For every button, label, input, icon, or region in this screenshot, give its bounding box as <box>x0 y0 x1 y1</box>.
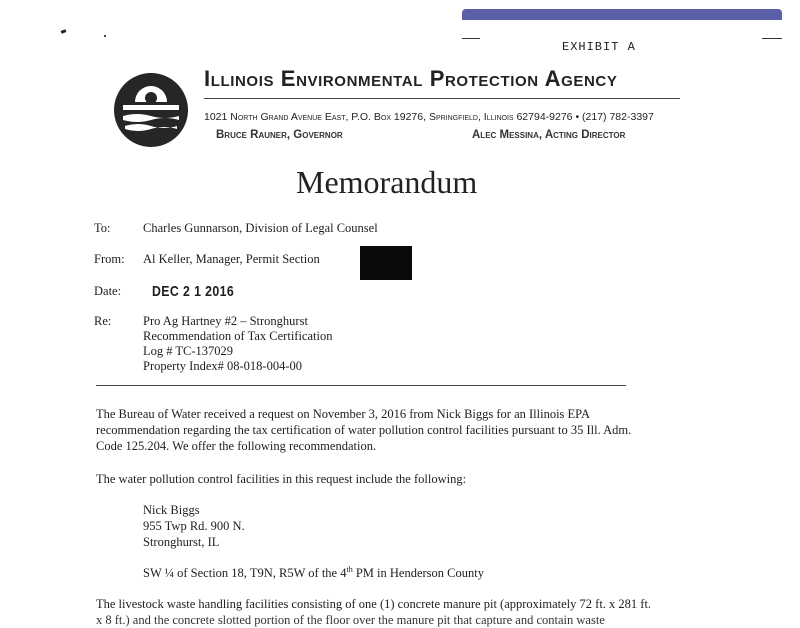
intro-paragraph <box>96 406 716 454</box>
header-rule <box>204 98 680 99</box>
date-label: Date: <box>94 284 122 298</box>
section-divider <box>96 385 626 386</box>
from-label: From: <box>94 252 125 266</box>
applicant-line: 955 Twp Rd. 900 N. <box>143 519 245 533</box>
paragraph-line: The Bureau of Water received a request on November 3, 2016 from Nick Biggs for an Illinois EPA <box>96 407 591 421</box>
re-line: Pro Ag Hartney #2 – Stronghurst <box>143 314 308 328</box>
re-subject <box>143 314 332 374</box>
scan-artifact-bar <box>462 9 782 20</box>
paragraph-line: recommendation regarding the tax certification of water pollution control facilities pursuant to 35 Ill. Adm. <box>96 423 632 437</box>
scan-artifact-mark <box>104 35 106 37</box>
director-name: Alec Messina, Acting Director <box>472 129 626 141</box>
re-label: Re: <box>94 314 112 328</box>
facilities-intro: The water pollution control facilities in this request include the following: <box>96 472 467 486</box>
facility-description: The livestock waste handling facilities consisting of one (1) concrete manure pit (approximately 72 ft. x 281 ft. <box>96 597 652 611</box>
applicant-line: Stronghurst, IL <box>143 535 220 549</box>
redacted-signature <box>360 246 412 280</box>
paragraph-line: Code 125.204. We offer the following recommendation. <box>96 439 377 453</box>
legal-location: SW ¼ of Section 18, T9N, R5W of the 4th PM in Henderson County <box>143 564 484 580</box>
applicant-line: Nick Biggs <box>143 503 200 517</box>
to-label: To: <box>94 221 111 235</box>
scan-artifact-line <box>762 38 782 39</box>
date-stamp: DEC 2 1 2016 <box>152 283 235 300</box>
governor-name: Bruce Rauner, Governor <box>216 129 343 141</box>
facility-description-cut: x 8 ft.) and the concrete slotted portion of the floor over the manure pit that capture and contain waste <box>96 613 605 627</box>
re-line: Property Index# 08-018-004-00 <box>143 359 302 373</box>
iepa-logo-icon <box>113 72 189 148</box>
re-line: Recommendation of Tax Certification <box>143 329 333 343</box>
agency-name: Illinois Environmental Protection Agency <box>204 66 618 91</box>
agency-address: 1021 North Grand Avenue East, P.O. Box 19276, Springfield, Illinois 62794-9276 • (217) 782-3397 <box>204 111 654 123</box>
re-line: Log # TC-137029 <box>143 344 234 358</box>
exhibit-label: EXHIBIT A <box>562 40 636 54</box>
memo-title: Memorandum <box>296 164 478 200</box>
scan-artifact-mark <box>61 29 67 34</box>
scan-artifact-line <box>462 38 480 39</box>
to-value: Charles Gunnarson, Division of Legal Counsel <box>143 221 378 235</box>
from-value: Al Keller, Manager, Permit Section <box>143 252 320 266</box>
applicant-block <box>143 502 245 550</box>
